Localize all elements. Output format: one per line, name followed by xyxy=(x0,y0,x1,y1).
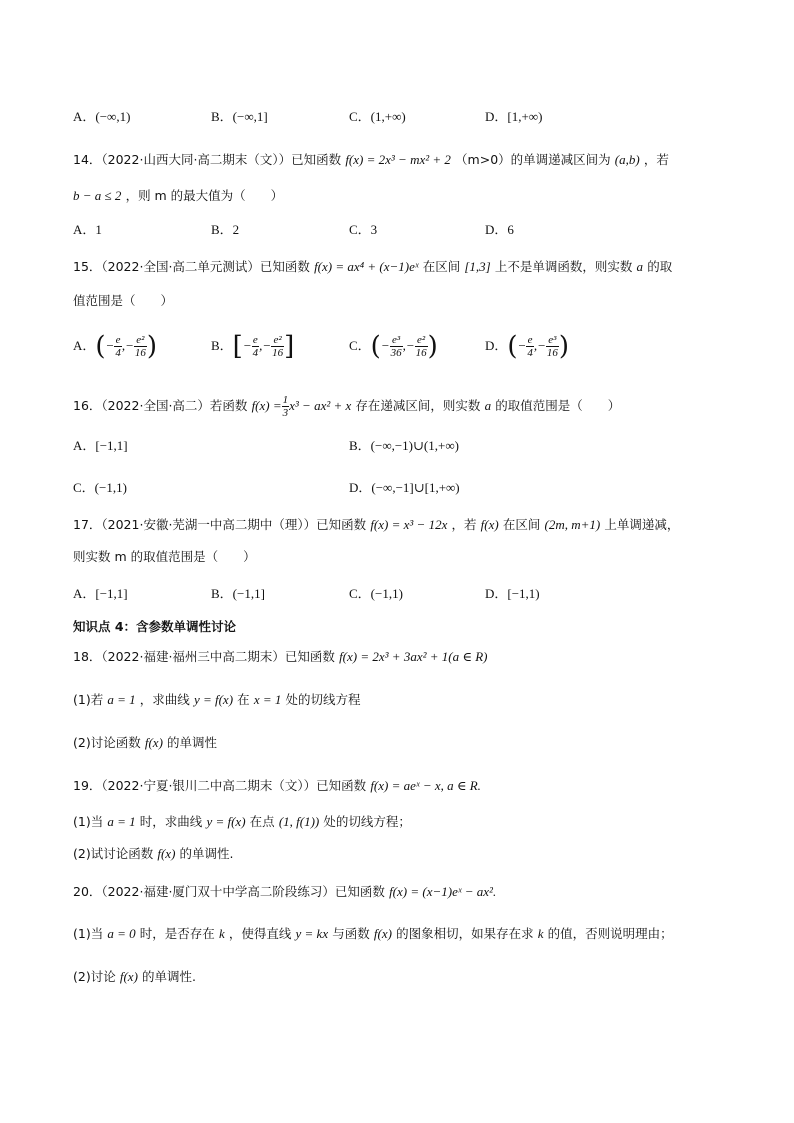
q15-suffix: 上不是单调函数，则实数 xyxy=(494,259,633,274)
q20-p1-mid: 时，是否存在 xyxy=(139,926,215,941)
section-heading: 知识点 4：含参数单调性讨论 xyxy=(73,619,237,634)
q17-function: f(x) = x³ − 12x xyxy=(370,517,448,532)
q16-option-a[interactable]: A．[−1,1] xyxy=(73,438,128,453)
q19-p2-prefix: (2)试讨论函数 xyxy=(73,846,154,861)
q14-prefix: 14．（2022·山西大同·高二期末（文））已知函数 xyxy=(73,152,342,167)
q17-option-d[interactable]: D．[−1,1) xyxy=(485,586,540,601)
q15-option-b-rbracket: ] xyxy=(284,331,295,362)
q18-p1-mid2: 在 xyxy=(237,692,250,707)
q20-part2 xyxy=(73,968,196,987)
q14-stem-line2 xyxy=(73,187,283,206)
q15-option-d-frac2: $\frac{\text{e³}}{16}$ xyxy=(546,334,558,359)
q15-interval: [1,3] xyxy=(464,259,491,274)
q14-interval: (a,b) xyxy=(614,152,640,167)
q15-option-d-label: D． xyxy=(485,338,508,353)
q20-p2-suffix: 的单调性. xyxy=(142,969,197,984)
q13-option-d[interactable]: D．[1,+∞) xyxy=(485,109,543,124)
q18-p1-cond: a = 1 xyxy=(107,692,136,707)
q18-p1-point: x = 1 xyxy=(253,692,282,707)
q15-prefix: 15．（2022·全国·高二单元测试）已知函数 xyxy=(73,259,310,274)
q20-p2-prefix: (2)讨论 xyxy=(73,969,116,984)
q18-p2-suffix: 的单调性 xyxy=(167,735,218,750)
q15-option-c-rbracket: ) xyxy=(427,331,438,362)
q15-mid: 在区间 xyxy=(422,259,461,274)
q17-fx: f(x) xyxy=(480,517,499,532)
q15-question: 值范围是（ ） xyxy=(73,293,174,308)
q16-fraction: $\frac{1}{3}$ xyxy=(282,394,289,419)
q20-stem xyxy=(73,883,496,902)
q13-option-a[interactable]: A．(−∞,1) xyxy=(73,109,131,124)
q20-p1-suffix: 的值，否则说明理由； xyxy=(547,926,673,941)
q16-func-lhs: f(x) = xyxy=(251,398,282,413)
q20-p1-line: y = kx xyxy=(295,926,329,941)
q17-option-a[interactable]: A．[−1,1] xyxy=(73,586,128,601)
q18-function: f(x) = 2x³ + 3ax² + 1(a ∈ R) xyxy=(339,649,488,664)
q16-stem xyxy=(73,394,620,419)
q19-part2 xyxy=(73,845,234,864)
q17-stem-line2 xyxy=(73,548,256,567)
q20-p1-prefix: (1)当 xyxy=(73,926,104,941)
q20-p1-mid3: 与函数 xyxy=(332,926,370,941)
q14-condition: （m>0）的单调递减区间为 xyxy=(455,152,611,167)
q15-option-c-frac2: $\frac{\text{e²}}{16}$ xyxy=(415,334,427,359)
q15-options xyxy=(73,331,723,370)
q17-question: 则实数 m 的取值范围是（ ） xyxy=(73,549,256,564)
q15-option-b-frac2: $\frac{\text{e²}}{16}$ xyxy=(272,334,284,359)
q19-prefix: 19．（2022·宁夏·银川二中高二期末（文））已知函数 xyxy=(73,778,367,793)
q20-function: f(x) = (x−1)eˣ − ax². xyxy=(389,884,497,899)
q20-p1-mid4: 的图象相切，如果存在求 xyxy=(396,926,534,941)
q19-p1-point: (1, f(1)) xyxy=(278,814,320,829)
q17-stem-line1 xyxy=(73,516,679,535)
q20-prefix: 20．（2022·福建·厦门双十中学高二阶段练习）已知函数 xyxy=(73,884,385,899)
q19-p1-mid: 时，求曲线 xyxy=(139,814,203,829)
q19-p2-suffix: 的单调性. xyxy=(179,846,234,861)
q19-part1 xyxy=(73,813,411,832)
q15-option-a-lbracket: ( xyxy=(95,331,106,362)
q16-mid: 存在递减区间，则实数 xyxy=(355,398,481,413)
q16-func-rhs: x³ − ax² + x xyxy=(289,398,352,413)
q15-variable: a xyxy=(636,259,644,274)
q18-prefix: 18．（2022·福建·福州三中高二期末）已知函数 xyxy=(73,649,335,664)
q15-option-a-label: A． xyxy=(73,338,96,353)
q16-option-b[interactable]: B．(−∞,−1)∪(1,+∞) xyxy=(349,438,459,453)
q14-option-d[interactable]: D．6 xyxy=(485,222,514,237)
q14-option-b[interactable]: B．2 xyxy=(211,222,240,237)
q19-p1-prefix: (1)当 xyxy=(73,814,104,829)
q17-suffix: 上单调递减， xyxy=(604,517,680,532)
q19-stem xyxy=(73,777,481,796)
q15-option-a[interactable]: A．(− $\frac{e}{4}$ ,− $\frac{\text{e²}}{16}$ ) xyxy=(73,331,158,362)
q18-p1-prefix: (1)若 xyxy=(73,692,104,707)
q17-mid2: 在区间 xyxy=(502,517,541,532)
q18-stem xyxy=(73,648,487,667)
q19-p2-func: f(x) xyxy=(157,846,176,861)
q20-part1 xyxy=(73,925,673,944)
q14-question: ，则 m 的最大值为（ ） xyxy=(125,188,284,203)
q14-option-a[interactable]: A．1 xyxy=(73,222,102,237)
q15-option-a-frac1: $\frac{e}{4}$ xyxy=(115,334,121,359)
q15-option-d-rbracket: ) xyxy=(558,331,570,362)
q20-p1-func: f(x) xyxy=(373,926,392,941)
q15-option-a-rbracket: ) xyxy=(146,331,158,362)
q18-p2-func: f(x) xyxy=(144,735,163,750)
q15-end: 的取 xyxy=(647,259,673,274)
q17-mid: ，若 xyxy=(451,517,477,532)
q18-part2 xyxy=(73,734,217,753)
q19-p1-curve: y = f(x) xyxy=(206,814,246,829)
q20-p1-mid2: ，使得直线 xyxy=(228,926,292,941)
q17-option-b[interactable]: B．(−1,1] xyxy=(211,586,265,601)
q16-prefix: 16．（2022·全国·高二）若函数 xyxy=(73,398,248,413)
q15-option-a-frac2: $\frac{\text{e²}}{16}$ xyxy=(134,334,146,359)
q15-option-c-label: C． xyxy=(349,338,371,353)
q20-p1-k: k xyxy=(218,926,225,941)
q19-p1-mid2: 在点 xyxy=(249,814,275,829)
q18-p2-prefix: (2)讨论函数 xyxy=(73,735,141,750)
q15-option-d-lbracket: ( xyxy=(507,331,518,362)
q19-p1-cond: a = 1 xyxy=(107,814,136,829)
q16-variable: a xyxy=(484,398,492,413)
q19-p1-suffix: 处的切线方程； xyxy=(323,814,411,829)
q15-stem-line2 xyxy=(73,292,173,311)
q14-inequality: b − a ≤ 2 xyxy=(73,188,122,203)
q15-option-b-lbracket: [ xyxy=(232,331,243,362)
q17-prefix: 17．（2021·安徽·芜湖一中高二期中（理））已知函数 xyxy=(73,517,367,532)
q15-option-c-lbracket: ( xyxy=(370,331,381,362)
q17-interval: (2m, m+1) xyxy=(544,517,601,532)
q16-option-c[interactable]: C．(−1,1) xyxy=(73,480,127,495)
q19-function: f(x) = aeˣ − x, a ∈ R. xyxy=(370,778,481,793)
q20-p1-cond: a = 0 xyxy=(107,926,136,941)
q20-p1-k2: k xyxy=(537,926,544,941)
q18-p1-suffix: 处的切线方程 xyxy=(285,692,361,707)
q16-suffix: 的取值范围是（ ） xyxy=(495,398,621,413)
q15-option-c-frac1: $\frac{\text{e³}}{36}$ xyxy=(390,334,402,359)
q15-option-b-frac1: $\frac{e}{4}$ xyxy=(252,334,259,359)
q15-option-b-label: B． xyxy=(211,338,233,353)
q15-option-d[interactable]: D．(− $\frac{e}{4}$ ,− $\frac{\text{e³}}{16}$ ) xyxy=(485,331,570,362)
q16-option-d[interactable]: D．(−∞,−1]∪[1,+∞) xyxy=(349,480,460,495)
q14-function: f(x) = 2x³ − mx² + 2 xyxy=(345,152,451,167)
q15-option-d-frac1: $\frac{e}{4}$ xyxy=(527,334,533,359)
q13-option-c[interactable]: C．(1,+∞) xyxy=(349,109,406,124)
q18-part1 xyxy=(73,691,361,710)
q15-option-b[interactable]: B．[− $\frac{e}{4}$ ,− $\frac{\text{e²}}{16}$ ] xyxy=(211,331,295,362)
q20-p2-func: f(x) xyxy=(119,969,138,984)
q15-option-c[interactable]: C．(− $\frac{\text{e³}}{36}$ ,− $\frac{\text{e²}}{16}$ ) xyxy=(349,331,438,362)
q15-stem-line1 xyxy=(73,258,672,277)
q17-option-c[interactable]: C．(−1,1) xyxy=(349,586,403,601)
q14-option-c[interactable]: C．3 xyxy=(349,222,378,237)
q18-p1-mid: ，求曲线 xyxy=(139,692,190,707)
q13-option-b[interactable]: B．(−∞,1] xyxy=(211,109,268,124)
q14-stem-line1 xyxy=(73,151,669,170)
q15-function: f(x) = ax⁴ + (x−1)eˣ xyxy=(314,259,419,274)
q18-p1-curve: y = f(x) xyxy=(193,692,234,707)
q14-suffix: ，若 xyxy=(643,152,669,167)
